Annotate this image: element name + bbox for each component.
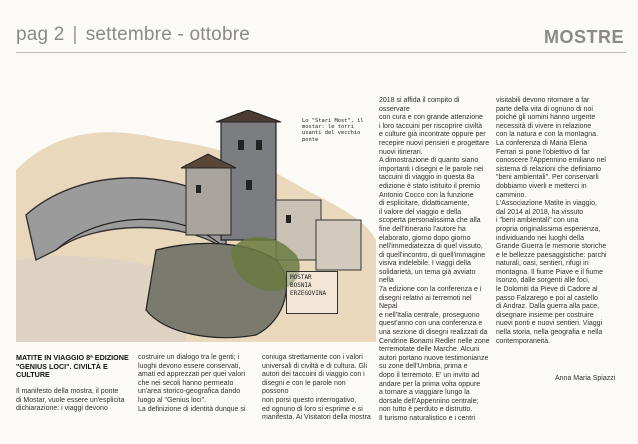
author-signature: Anna Maria Spiazzi [555,375,616,382]
paragraph: 2018 si affida il compito di osservare con cura e con grande attenzione i loro taccuini per riscoprire civiltà e culture già incontrate oppure per recepire nuovi pensieri e progettare nuovi itinerari. A dimostrazione di quanto siano importanti i disegni e le parole nei taccuini di viaggio in questa 8a edizione è stato istituito il premio Antonio Cocco con la funzione di esplicitare, didatticamente, il valore del viaggio e della scoperta personalissima che alla fine dell'itinerario l'autore ha elaborato, giorno dopo giorno nell'immediatezza di quel vissuto, di quell'incontro, di quell'immagine visiva indelebile. I viaggi della solidarietà, un tema già avviato nella 7a edizione con la conferenza e i disegni relativi ai terremoti nel Nepal e nell'Italia centrale, proseguono quest'anno con una conferenza e una sezione di disegni realizzati da Cendrine Bonami Redler nelle zone terremotate delle Marche. Alcuni autori portano nuove testimonianze su zone dell'Umbria, prima e dopo il terremoto. E' un invito ad andare per la prima volta oppure a tornare a viaggiare lungo la dorsale dell'Appennino centrale; non tutto è perduto e distrutto. Il turismo naturalistico e i centri [379,97,490,422]
window-3 [246,180,252,190]
window-1 [238,140,244,150]
page-number: pag 2 [16,24,65,45]
sketch-note: Lo "Stari Most", il mostar: le torri usanti del vecchio ponte [302,118,364,143]
article-column-intro [16,388,132,414]
window-5 [286,215,291,223]
window-4 [196,185,201,193]
window-2 [256,140,262,150]
section-title: MOSTRE [543,27,624,47]
article-column-5 [496,97,624,346]
article-column-2 [138,354,256,414]
tower-roof [216,110,281,122]
article-column-3 [262,354,374,423]
article-headline: MATITE IN VIAGGIO 8ª EDIZIONE "GENIUS LOCI". CIVILTÀ E CULTURE [16,353,129,380]
page-header [16,24,250,46]
article-column-4 [379,97,491,424]
paragraph: Il manifesto della mostra, il ponte di Mostar, vuole essere un'esplicita dichiarazione: i viaggi devono [16,388,125,413]
house-right-2 [316,220,361,270]
header-separator: | [72,24,78,45]
issue-months: settembre - ottobre [85,24,251,45]
paragraph: coniuga strettamente con i valori universali di civiltà e di cultura. Gli autori dei taccuini di viaggio con i disegni e con le parole non possono non porsi questo interrogativo, ed ognuno di loro si esprime e si manifesta. Ai Visitatori della mostra [262,354,371,422]
paragraph: visitabili devono ritornare a far parte della vita di ognuno di noi poiché gli uomini hanno urgente necessità di vivere in relazione con la natura e con la montagna. La conferenza di Maria Elena Ferrari si pone l'obiettivo di far conoscere l'Appennino emiliano nel sistema di relazioni che definiamo "beni ambientali". Per conservarli dobbiamo viverli e metterci in cammino. L'Associazione Matite in viaggio, dal 2014 al 2018, ha vissuto i "beni ambientali" con una propria originalissima esperienza, individuando nei luoghi della Grande Guerra le memorie storiche e le bellezze paesaggistiche: parchi naturali, oasi, sentieri, rifugi in montagna. Il fiume Piave e il fiume Isonzo, dalle sorgenti alle foci, le Dolomiti da Pieve di Cadore al passo Falzarego e poi al castello di Andraz. Dalla guerra alla pace, disegnare insieme per costruire nuovi ponti e nuovi sentieri. Viaggi nella storia, nella geografia e nella contemporaneità. [496,97,607,345]
sketch-location-box: MOSTAR BOSNIA ERZEGOVINA [286,271,338,314]
tower-left [186,165,231,235]
header-rule [16,52,626,53]
paragraph: costruire un dialogo tra le genti; i luoghi devono essere conservati, amati ed apprezzati per quei valori che nei secoli hanno permeato un'area storico-geografica dando luogo al "Genius loci". La definizione di identità dunque si [138,354,246,413]
